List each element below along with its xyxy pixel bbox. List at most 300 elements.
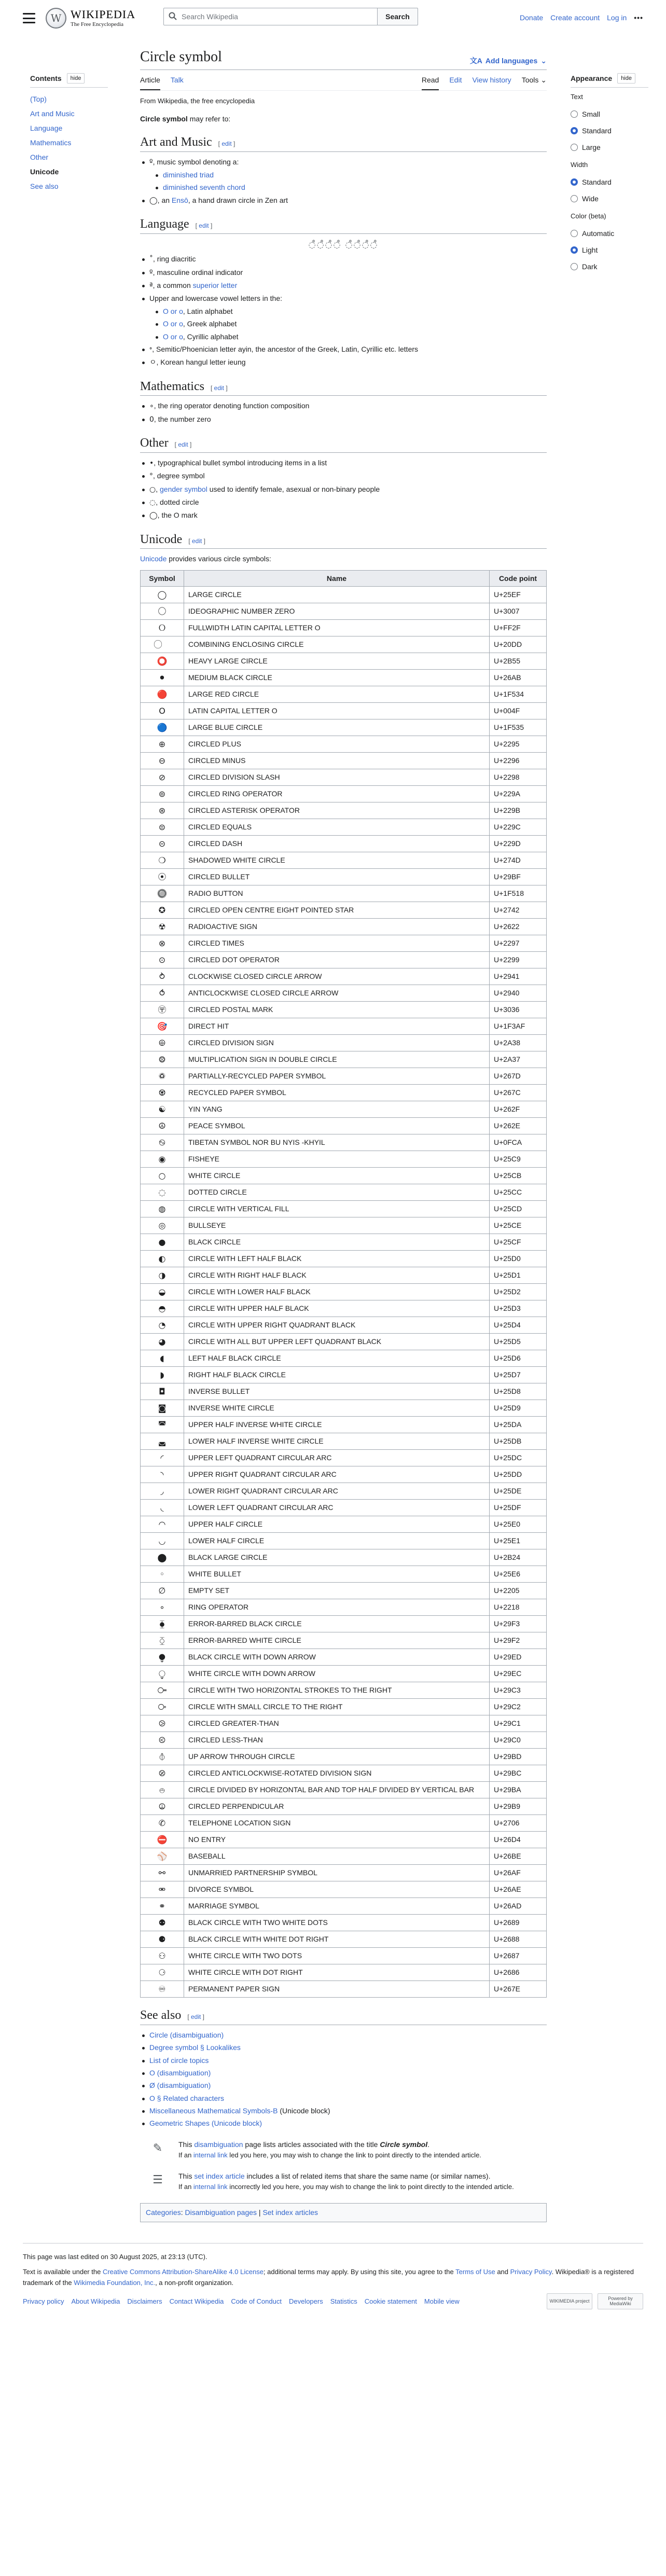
name-cell: MULTIPLICATION SIGN IN DOUBLE CIRCLE <box>184 1051 490 1068</box>
width-standard-radio[interactable]: Standard <box>571 174 648 190</box>
tab-article[interactable]: Article <box>140 72 160 90</box>
width-label: Width <box>571 161 588 169</box>
log-in-link[interactable]: Log in <box>607 13 627 22</box>
footer-link[interactable]: Developers <box>288 2297 323 2306</box>
symbol-cell <box>141 636 184 653</box>
see-also-link[interactable]: O (disambiguation) <box>149 2068 211 2077</box>
symbol-cell: ◙ <box>141 1400 184 1417</box>
list-item: º, masculine ordinal indicator <box>140 267 547 279</box>
name-cell: LATIN CAPITAL LETTER O <box>184 703 490 719</box>
tools-menu[interactable]: Tools ⌄ <box>521 76 547 85</box>
name-cell: FULLWIDTH LATIN CAPITAL LETTER O <box>184 620 490 636</box>
table-row <box>141 802 547 819</box>
table-row <box>141 1948 547 1964</box>
code-point-cell: U+25D3 <box>490 1300 547 1317</box>
table-row <box>141 1881 547 1898</box>
code-point-cell: U+2A37 <box>490 1051 547 1068</box>
category-set-index[interactable]: Set index articles <box>262 2208 318 2217</box>
math-list <box>140 400 547 425</box>
list-item: О or о, Cyrillic alphabet <box>154 331 547 342</box>
table-row <box>141 1516 547 1533</box>
heading-mathematics: Mathematics [ edit ] <box>140 378 547 396</box>
see-also-link[interactable]: O § Related characters <box>149 2094 224 2102</box>
name-cell: WHITE BULLET <box>184 1566 490 1583</box>
name-cell: UPPER HALF INVERSE WHITE CIRCLE <box>184 1417 490 1433</box>
table-row <box>141 1848 547 1865</box>
name-cell: RIGHT HALF BLACK CIRCLE <box>184 1367 490 1383</box>
code-point-cell: U+2296 <box>490 753 547 769</box>
text-size-small-radio[interactable]: Small <box>571 106 648 122</box>
search-button[interactable]: Search <box>378 8 418 25</box>
list-item: diminished seventh chord <box>154 182 547 193</box>
symbol-cell: ○ <box>141 1168 184 1184</box>
table-row <box>141 1815 547 1832</box>
toc-item-mathematics[interactable]: Mathematics <box>30 139 72 147</box>
symbol-cell: ◟ <box>141 1500 184 1516</box>
list-item: ◯, an Ensō, a hand drawn circle in Zen art <box>140 195 547 206</box>
col-name: Name <box>184 570 490 586</box>
table-row <box>141 968 547 985</box>
logo-wordmark: WIKIPEDIA <box>71 8 136 21</box>
footer-link[interactable]: Disclaimers <box>127 2297 162 2306</box>
symbol-cell: ◓ <box>141 1300 184 1317</box>
table-row <box>141 1068 547 1085</box>
code-point-cell: U+3007 <box>490 603 547 620</box>
name-cell: WHITE CIRCLE WITH DOWN ARROW <box>184 1666 490 1682</box>
code-point-cell: U+26AE <box>490 1881 547 1898</box>
code-point-cell: U+2941 <box>490 968 547 985</box>
symbol-cell: ● <box>141 1234 184 1251</box>
code-point-cell: U+2B24 <box>490 1549 547 1566</box>
code-point-cell: U+267E <box>490 1981 547 1998</box>
footer-link[interactable]: Cookie statement <box>364 2297 417 2306</box>
symbol-cell: 🔴 <box>141 686 184 703</box>
code-point-cell: U+2298 <box>490 769 547 786</box>
table-row <box>141 1931 547 1948</box>
symbol-cell: ◒ <box>141 1284 184 1300</box>
symbol-cell: ♾ <box>141 1981 184 1998</box>
name-cell: EMPTY SET <box>184 1583 490 1599</box>
footer-link[interactable]: Mobile view <box>424 2297 460 2306</box>
table-of-contents <box>30 73 108 193</box>
list-item: 0, the number zero <box>140 413 547 425</box>
code-point-cell: U+20DD <box>490 636 547 653</box>
symbol-cell: ⛔ <box>141 1832 184 1848</box>
code-point-cell: U+2205 <box>490 1583 547 1599</box>
symbol-cell: ⥀ <box>141 985 184 1002</box>
table-row <box>141 1002 547 1018</box>
name-cell: BULLSEYE <box>184 1217 490 1234</box>
table-row <box>141 1832 547 1848</box>
table-row <box>141 1749 547 1765</box>
table-row <box>141 1981 547 1998</box>
toc-item-art-and-music[interactable]: Art and Music <box>30 109 75 118</box>
symbol-cell: ◚ <box>141 1417 184 1433</box>
create-account-link[interactable]: Create account <box>550 13 600 22</box>
name-cell: BLACK CIRCLE WITH DOWN ARROW <box>184 1649 490 1666</box>
name-cell: CIRCLE WITH TWO HORIZONTAL STROKES TO THE RIGHT <box>184 1682 490 1699</box>
list-item: O or o, Latin alphabet <box>154 306 547 317</box>
table-row <box>141 603 547 620</box>
table-row <box>141 1201 547 1217</box>
symbol-cell: ⧲ <box>141 1632 184 1649</box>
symbol-cell: ◝ <box>141 1466 184 1483</box>
code-point-cell: U+29BA <box>490 1782 547 1798</box>
code-point-cell: U+29BD <box>490 1749 547 1765</box>
table-row <box>141 1101 547 1118</box>
table-row <box>141 1549 547 1566</box>
name-cell: DOTTED CIRCLE <box>184 1184 490 1201</box>
code-point-cell: U+25D7 <box>490 1367 547 1383</box>
name-cell: CIRCLE WITH ALL BUT UPPER LEFT QUADRANT BLACK <box>184 1334 490 1350</box>
table-row <box>141 1151 547 1168</box>
symbol-cell: ∅ <box>141 1583 184 1599</box>
toc-item-other[interactable]: Other <box>30 153 49 162</box>
code-point-cell: U+26AD <box>490 1898 547 1915</box>
code-point-cell: U+25CC <box>490 1184 547 1201</box>
name-cell: BLACK LARGE CIRCLE <box>184 1549 490 1566</box>
symbol-cell: ⚈ <box>141 1931 184 1948</box>
toc-title: Contents <box>30 74 62 82</box>
list-item: º, music symbol denoting a: diminished triad diminished seventh chord <box>140 156 547 193</box>
symbol-cell: ⚾ <box>141 1848 184 1865</box>
code-point-cell: U+267D <box>490 1068 547 1085</box>
name-cell: CIRCLED DASH <box>184 836 490 852</box>
name-cell: CIRCLE DIVIDED BY HORIZONTAL BAR AND TOP HALF DIVIDED BY VERTICAL BAR <box>184 1782 490 1798</box>
symbol-cell: ⦿ <box>141 869 184 885</box>
table-row <box>141 587 547 603</box>
heading-language: Language [ edit ] <box>140 216 547 234</box>
symbol-cell: ⊝ <box>141 836 184 852</box>
table-row <box>141 1035 547 1051</box>
name-cell: RECYCLED PAPER SYMBOL <box>184 1085 490 1101</box>
code-point-cell: U+25D1 <box>490 1267 547 1284</box>
symbol-cell: ♼ <box>141 1085 184 1101</box>
code-point-cell: U+25DD <box>490 1466 547 1483</box>
symbol-cell: ♽ <box>141 1068 184 1085</box>
article-content <box>140 48 547 2222</box>
heading-art-and-music: Art and Music [ edit ] <box>140 134 547 152</box>
code-point-cell: U+25D6 <box>490 1350 547 1367</box>
symbol-cell: ❍ <box>141 852 184 869</box>
list-item: ◯, the O mark <box>140 509 547 521</box>
symbol-cell: ◑ <box>141 1267 184 1284</box>
name-cell: LARGE CIRCLE <box>184 587 490 603</box>
edit-section-link[interactable]: edit <box>178 441 188 449</box>
tab-talk[interactable]: Talk <box>170 76 184 85</box>
name-cell: BLACK CIRCLE WITH TWO WHITE DOTS <box>184 1915 490 1931</box>
site-header <box>0 0 666 36</box>
symbol-cell: ◜ <box>141 1450 184 1466</box>
code-point-cell: U+29F2 <box>490 1632 547 1649</box>
chevron-down-icon: ⌄ <box>540 57 547 65</box>
list-item: ◌, dotted circle <box>140 496 547 508</box>
table-row <box>141 1051 547 1068</box>
unicode-intro: Unicode provides various circle symbols: <box>140 555 271 563</box>
symbol-cell: ◎ <box>141 1217 184 1234</box>
set-index-notice: ☰ This set index article includes a list of related items that share the same name (or similar names). If an internal link incorrectly led you here, you may wish to change the link to point directly to the intended article. <box>140 2170 547 2193</box>
name-cell: UPPER HALF CIRCLE <box>184 1516 490 1533</box>
code-point-cell: U+229D <box>490 836 547 852</box>
heading-other: Other [ edit ] <box>140 435 547 453</box>
table-row <box>141 852 547 869</box>
table-row <box>141 620 547 636</box>
other-list <box>140 457 547 522</box>
code-point-cell: U+26AF <box>490 1865 547 1881</box>
text-size-standard-radio[interactable]: Standard <box>571 122 648 139</box>
table-row <box>141 1915 547 1931</box>
table-row <box>141 1466 547 1483</box>
color-light-radio[interactable]: Light <box>571 242 648 258</box>
table-row <box>141 1234 547 1251</box>
table-row <box>141 885 547 902</box>
code-point-cell: U+262F <box>490 1101 547 1118</box>
table-row <box>141 1184 547 1201</box>
list-item <box>140 2080 547 2091</box>
list-item: ○, gender symbol used to identify female, asexual or non-binary people <box>140 483 547 495</box>
code-point-cell: U+2A38 <box>490 1035 547 1051</box>
table-row <box>141 653 547 670</box>
table-row <box>141 1251 547 1267</box>
code-point-cell: U+2B55 <box>490 653 547 670</box>
code-point-cell: U+25E0 <box>490 1516 547 1533</box>
list-item: ª, a common superior letter <box>140 280 547 292</box>
code-point-cell: U+26D4 <box>490 1832 547 1848</box>
code-point-cell: U+2688 <box>490 1931 547 1948</box>
art-list <box>140 156 547 207</box>
name-cell: YIN YANG <box>184 1101 490 1118</box>
edit-section-link[interactable]: edit <box>221 140 232 147</box>
code-point-cell: U+25D8 <box>490 1383 547 1400</box>
name-cell: CLOCKWISE CLOSED CIRCLE ARROW <box>184 968 490 985</box>
tab-edit[interactable]: Edit <box>449 76 462 85</box>
code-point-cell: U+29C2 <box>490 1699 547 1715</box>
table-row <box>141 1782 547 1798</box>
toc-item-unicode[interactable]: Unicode <box>30 168 59 176</box>
symbol-cell: Ｏ <box>141 620 184 636</box>
code-point-cell: U+25CB <box>490 1168 547 1184</box>
puzzle-globe-icon: W <box>46 8 66 29</box>
table-row <box>141 1134 547 1151</box>
table-row <box>141 1284 547 1300</box>
tab-view-history[interactable]: View history <box>472 76 511 85</box>
col-symbol: Symbol <box>141 570 184 586</box>
name-cell: LEFT HALF BLACK CIRCLE <box>184 1350 490 1367</box>
symbol-cell: ⊙ <box>141 952 184 968</box>
name-cell: ERROR-BARRED BLACK CIRCLE <box>184 1616 490 1632</box>
symbol-cell: ⚇ <box>141 1948 184 1964</box>
toc-item-top[interactable]: (Top) <box>30 95 47 104</box>
name-cell: LOWER HALF INVERSE WHITE CIRCLE <box>184 1433 490 1450</box>
table-row <box>141 1400 547 1417</box>
symbol-cell: ⧃ <box>141 1682 184 1699</box>
name-cell: FISHEYE <box>184 1151 490 1168</box>
symbol-cell: ⧬ <box>141 1666 184 1682</box>
symbol-cell: ⧳ <box>141 1616 184 1632</box>
language-list <box>140 253 547 369</box>
code-point-cell: U+26AB <box>490 670 547 686</box>
name-cell: NO ENTRY <box>184 1832 490 1848</box>
user-tools <box>520 12 643 23</box>
see-also-link[interactable]: Circle (disambiguation) <box>149 2030 224 2039</box>
list-item: diminished triad <box>154 169 547 181</box>
site-sub: From Wikipedia, the free encyclopedia <box>140 96 255 105</box>
table-row <box>141 1533 547 1549</box>
footer-link[interactable]: Code of Conduct <box>231 2297 282 2306</box>
last-edited: This page was last edited on 30 August 2025, at 23:13 (UTC). <box>23 2253 207 2261</box>
width-wide-radio[interactable]: Wide <box>571 190 648 207</box>
symbol-cell: ⥁ <box>141 968 184 985</box>
symbol-cell: ◉ <box>141 1151 184 1168</box>
table-row <box>141 786 547 802</box>
toc-item-language[interactable]: Language <box>30 124 63 133</box>
code-point-cell: U+2622 <box>490 919 547 935</box>
symbol-cell: ◍ <box>141 1201 184 1217</box>
code-point-cell: U+25D0 <box>490 1251 547 1267</box>
code-point-cell: U+25EF <box>490 587 547 603</box>
symbol-cell: ⦼ <box>141 1765 184 1782</box>
code-point-cell: U+29BF <box>490 869 547 885</box>
name-cell: LOWER LEFT QUADRANT CIRCULAR ARC <box>184 1500 490 1516</box>
edit-section-link[interactable]: edit <box>190 2013 201 2021</box>
list-item: ㅇ, Korean hangul letter ieung <box>140 356 547 368</box>
table-row <box>141 1334 547 1350</box>
symbol-cell: ⦽ <box>141 1749 184 1765</box>
tab-read[interactable]: Read <box>422 72 439 90</box>
table-row <box>141 753 547 769</box>
logo-tagline: The Free Encyclopedia <box>71 21 124 27</box>
symbol-cell: ✆ <box>141 1815 184 1832</box>
footer-link[interactable]: About Wikipedia <box>71 2297 120 2306</box>
table-row <box>141 1317 547 1334</box>
edit-section-link[interactable]: edit <box>191 537 202 545</box>
color-dark-radio[interactable]: Dark <box>571 258 648 275</box>
search-input[interactable] <box>163 8 378 25</box>
symbol-cell: ⧂ <box>141 1699 184 1715</box>
code-point-cell: U+004F <box>490 703 547 719</box>
table-row <box>141 769 547 786</box>
text-size-large-radio[interactable]: Large <box>571 139 648 156</box>
name-cell: RADIO BUTTON <box>184 885 490 902</box>
search-icon <box>169 12 177 20</box>
see-also-link[interactable]: Miscellaneous Mathematical Symbols-B <box>149 2107 278 2115</box>
table-row <box>141 1566 547 1583</box>
symbol-cell: ◦ <box>141 1566 184 1583</box>
table-row <box>141 1964 547 1981</box>
see-also-link[interactable]: Degree symbol § Lookalikes <box>149 2043 241 2052</box>
footer-link[interactable]: Contact Wikipedia <box>169 2297 224 2306</box>
code-point-cell: U+25D5 <box>490 1334 547 1350</box>
footer-link[interactable]: Statistics <box>330 2297 357 2306</box>
code-point-cell: U+29C1 <box>490 1715 547 1732</box>
table-row <box>141 1085 547 1101</box>
table-row <box>141 1433 547 1450</box>
code-point-cell: U+25DE <box>490 1483 547 1500</box>
symbol-cell: ◖ <box>141 1350 184 1367</box>
see-also-link[interactable]: List of circle topics <box>149 2056 209 2065</box>
page-title: Circle symbol <box>140 49 222 65</box>
table-row <box>141 1450 547 1466</box>
text-size-label: Text <box>571 93 583 101</box>
symbol-cell: ⚮ <box>141 1881 184 1898</box>
code-point-cell: U+2218 <box>490 1599 547 1616</box>
symbol-cell: ⚉ <box>141 1915 184 1931</box>
name-cell: CIRCLED PLUS <box>184 736 490 753</box>
table-row <box>141 1367 547 1383</box>
name-cell: CIRCLED GREATER-THAN <box>184 1715 490 1732</box>
code-point-cell: U+229A <box>490 786 547 802</box>
add-languages-button[interactable]: 文A Add languages ⌄ <box>470 55 547 66</box>
code-point-cell: U+29C3 <box>490 1682 547 1699</box>
code-point-cell: U+2940 <box>490 985 547 1002</box>
code-point-cell: U+29ED <box>490 1649 547 1666</box>
see-also-link[interactable]: Ø (disambiguation) <box>149 2081 211 2090</box>
name-cell: RADIOACTIVE SIGN <box>184 919 490 935</box>
color-automatic-radio[interactable]: Automatic <box>571 225 648 242</box>
symbol-cell: ⊖ <box>141 753 184 769</box>
name-cell: BLACK CIRCLE WITH WHITE DOT RIGHT <box>184 1931 490 1948</box>
list-item <box>140 2029 547 2041</box>
code-point-cell: U+2686 <box>490 1964 547 1981</box>
license-text: Text is available under the Creative Commons Attribution-ShareAlike 4.0 License; additional terms may apply. By using this site, you agree to the Terms of Use and Privacy Policy. Wikipedia® is a registered trademark of the Wikimedia Foundation, Inc., a non-profit organization. <box>23 2267 634 2287</box>
wikimedia-badge[interactable]: WIKIMEDIA project <box>547 2293 592 2309</box>
name-cell: CIRCLED DOT OPERATOR <box>184 952 490 968</box>
wikipedia-logo[interactable] <box>46 8 135 29</box>
mediawiki-badge[interactable]: Powered by MediaWiki <box>598 2293 643 2309</box>
code-point-cell: U+25DF <box>490 1500 547 1516</box>
col-code-point: Code point <box>490 570 547 586</box>
code-point-cell: U+2689 <box>490 1915 547 1931</box>
categories-link[interactable]: Categories <box>146 2208 181 2217</box>
table-row <box>141 869 547 885</box>
code-point-cell: U+29B9 <box>490 1798 547 1815</box>
donate-link[interactable]: Donate <box>520 13 544 22</box>
code-point-cell: U+274D <box>490 852 547 869</box>
list-item <box>140 2117 547 2129</box>
code-point-cell: U+2706 <box>490 1815 547 1832</box>
code-point-cell: U+29BC <box>490 1765 547 1782</box>
table-row <box>141 1632 547 1649</box>
name-cell: CIRCLED OPEN CENTRE EIGHT POINTED STAR <box>184 902 490 919</box>
appearance-hide-button[interactable]: hide <box>617 73 635 84</box>
edit-section-link[interactable]: edit <box>214 384 224 392</box>
toc-item-see-also[interactable]: See also <box>30 182 59 191</box>
main-menu-icon[interactable] <box>23 13 35 23</box>
table-row <box>141 1417 547 1433</box>
list-item: 𐤏, Semitic/Phoenician letter ayin, the ancestor of the Greek, Latin, Cyrillic etc. letters <box>140 343 547 355</box>
table-row <box>141 935 547 952</box>
symbol-cell: ⊘ <box>141 769 184 786</box>
code-point-cell: U+25C9 <box>490 1151 547 1168</box>
table-row <box>141 1682 547 1699</box>
footer-link[interactable]: Privacy policy <box>23 2297 64 2306</box>
edit-section-link[interactable]: edit <box>199 222 209 230</box>
table-row <box>141 1483 547 1500</box>
more-options-icon[interactable]: ••• <box>634 13 643 22</box>
name-cell: CIRCLED TIMES <box>184 935 490 952</box>
category-disambiguation[interactable]: Disambiguation pages <box>185 2208 257 2217</box>
toc-hide-button[interactable]: hide <box>67 73 85 84</box>
see-also-link[interactable]: Geometric Shapes (Unicode block) <box>149 2119 262 2128</box>
see-also-note: (Unicode block) <box>278 2107 330 2115</box>
list-item: ˚, ring diacritic <box>140 253 547 265</box>
symbol-cell: ⊗ <box>141 935 184 952</box>
code-point-cell: U+2742 <box>490 902 547 919</box>
table-row <box>141 952 547 968</box>
name-cell: CIRCLE WITH UPPER RIGHT QUADRANT BLACK <box>184 1317 490 1334</box>
code-point-cell: U+1F535 <box>490 719 547 736</box>
table-row <box>141 1583 547 1599</box>
